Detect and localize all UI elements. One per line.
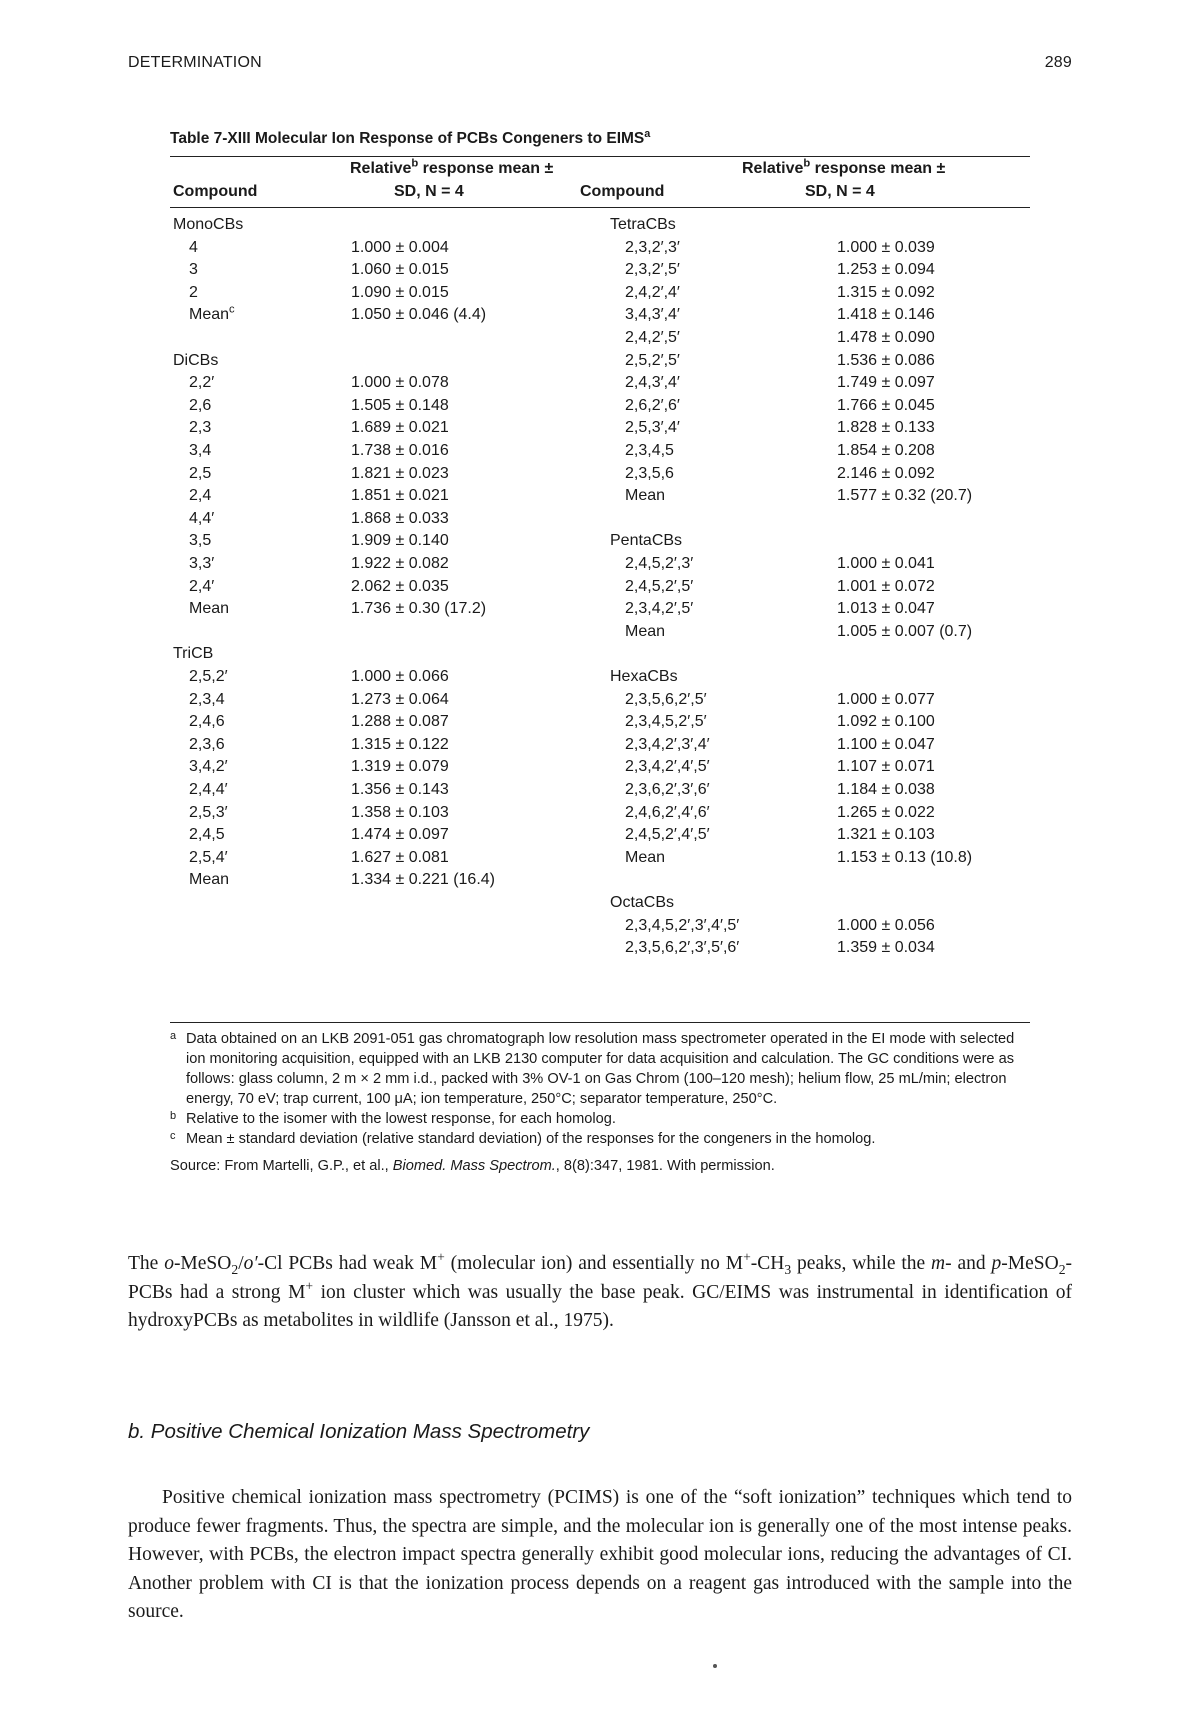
page-speck	[713, 1664, 717, 1668]
table-row-left-response: 1.922 ± 0.082	[351, 555, 449, 572]
table-row-right-compound: 2,3,6,2′,3′,6′	[625, 781, 710, 798]
table-row-right-response: 2.146 ± 0.092	[837, 464, 935, 482]
table-row-right-response: 1.418 ± 0.146	[837, 306, 935, 324]
table-row-left-compound: 2,5,2′	[189, 668, 228, 685]
table-row-left-response: 1.689 ± 0.021	[351, 419, 449, 437]
table-body	[170, 208, 1030, 1022]
table-row-right-compound: 2,3,4,2′,5′	[625, 600, 694, 618]
table-row-left-compound: 2,4′	[189, 577, 215, 595]
table-row-right-compound: 3,4,3′,4′	[625, 306, 680, 324]
table-row-left-compound: 2,3	[189, 419, 212, 437]
table-row-left-compound: 2,4,5	[189, 826, 225, 844]
table-row-left-response: 1.505 ± 0.148	[351, 396, 449, 414]
table-row-left-response: 1.851 ± 0.021	[351, 487, 449, 505]
table-block	[170, 127, 1030, 1174]
table-row-left-compound: 2,2′	[189, 374, 215, 392]
table-row-left-response: 1.000 ± 0.066	[351, 668, 449, 685]
col-header-response-right: Relative$^b$ response mean ±	[742, 157, 946, 177]
table-row-right-response: 1.005 ± 0.007 (0.7)	[837, 622, 973, 640]
table-row-left-response: 1.060 ± 0.015	[351, 261, 449, 279]
table-row-left-response: 1.000 ± 0.004	[351, 238, 449, 256]
footnote-a: a Data obtained on an LKB 2091-051 gas chromatograph low resolution mass spectrometer operated in the EI mode with selected ion monitoring acquisition, equipped with an LKB 2130 computer for data acquisition and calculation. The GC conditions were as follows: glass column, 2 m × 2 mm i.d., packed with 3% OV-1 on Gas Chrom (100–120 mesh); helium flow, 25 mL/min; electron energy, 70 eV; trap current, 100 μA; ion temperature, 250°C; separator temperature, 250°C.	[170, 1030, 1015, 1107]
paragraph-ms-peaks: The o-MeSO$_2$/o′-Cl PCBs had weak M+ (molecular ion) and essentially no $M^+-CH_3$ peaks, while the m- and p-MeSO$_2$-PCBs had a strong M+ ion cluster which was usually the base peak. GC/EIMS was instrumental in identification of hydroxyPCBs as metabolites in wildlife (Jansson et al., 1975).	[128, 1249, 1073, 1331]
table-row-right-compound: 2,3,2′,3′	[625, 238, 680, 256]
table-row-right-compound: 2,3,4,5	[625, 442, 674, 459]
running-header	[128, 54, 1072, 76]
table-title: Table 7-XIII Molecular Ion Response of PCBs Congeners to EIMS$^a$	[170, 127, 651, 147]
table-row-left-response: 1.356 ± 0.143	[351, 781, 449, 798]
table-row-left-response: 1.736 ± 0.30 (17.2)	[351, 600, 487, 618]
table-row-right-response: 1.253 ± 0.094	[837, 261, 935, 279]
table-row-right-compound: 2,5,2′,5′	[625, 351, 680, 369]
table-row-right-response: 1.265 ± 0.022	[837, 803, 935, 821]
table-header	[170, 157, 1030, 207]
col-header-response-right-line2: SD, N = 4	[805, 183, 875, 200]
table-row-right-compound: 2,4,5,2′,4′,5′	[625, 826, 710, 844]
table-row-left-compound: 2,5,3′	[189, 803, 228, 821]
table-row-left-compound: Mean$^c$	[189, 304, 235, 324]
table-row-right-response: 1.828 ± 0.133	[837, 419, 935, 437]
table-row-left-compound: 3,4,2′	[189, 758, 228, 776]
table-footnotes	[170, 1029, 1030, 1149]
table-row-left-response: 1.868 ± 0.033	[351, 509, 449, 527]
page-number: 289	[1044, 54, 1072, 71]
table-row-left-compound: 4,4′	[189, 509, 215, 527]
table-row-left-compound: TriCB	[173, 645, 214, 663]
table-row-right-compound: 2,3,5,6,2′,5′	[625, 690, 707, 708]
footnote-mark-c: c	[229, 304, 235, 317]
table-row-right-compound: TetraCBs	[610, 216, 676, 233]
col-header-response-left-line2: SD, N = 4	[394, 183, 464, 200]
section-heading: b. Positive Chemical Ionization Mass Spectrometry	[128, 1420, 590, 1443]
table-row-left-response: 1.738 ± 0.016	[351, 442, 449, 459]
table-row-right-response: 1.000 ± 0.041	[837, 555, 935, 572]
table-row-right-compound: 2,3,5,6,2′,3′,5′,6′	[625, 939, 740, 957]
table-row-right-compound: 2,3,4,2′,4′,5′	[625, 758, 710, 776]
table-row-right-compound: PentaCBs	[610, 532, 683, 550]
table-row-right-response: 1.359 ± 0.034	[837, 939, 935, 957]
table-row-right-compound: 2,3,4,5,2′,3′,4′,5′	[625, 916, 740, 934]
table-row-right-compound: Mean	[625, 487, 666, 505]
table-row-right-compound: 2,4,5,2′,5′	[625, 577, 694, 595]
footnote-b: b Relative to the isomer with the lowest response, for each homolog.	[170, 1110, 616, 1127]
table-row-right-response: 1.000 ± 0.077	[837, 690, 935, 708]
table-row-right-response: 1.321 ± 0.103	[837, 826, 935, 844]
table-row-left-compound: DiCBs	[173, 351, 219, 369]
table-row-right-response: 1.153 ± 0.13 (10.8)	[837, 848, 973, 866]
table-row-left-compound: 2	[189, 283, 198, 301]
table-row-right-compound: Mean	[625, 622, 666, 640]
table-row-right-compound: 2,3,4,2′,3′,4′	[625, 735, 710, 753]
table-row-right-response: 1.100 ± 0.047	[837, 735, 935, 753]
table-row-right-compound: 2,4,2′,5′	[625, 329, 680, 346]
table-row-left-response: 1.474 ± 0.097	[351, 826, 449, 844]
table-row-left-compound: 2,4,6	[189, 713, 225, 731]
table-row-left-compound: 3,5	[189, 532, 212, 550]
table-row-right-response: 1.000 ± 0.039	[837, 238, 935, 256]
table-row-right-response: 1.000 ± 0.056	[837, 916, 935, 934]
table-row-left-compound: 3	[189, 261, 198, 279]
table-row-right-response: 1.766 ± 0.045	[837, 396, 935, 414]
table-row-left-compound: Mean	[189, 600, 230, 618]
col-header-response-left: Relative$^b$ response mean ±	[350, 157, 554, 177]
table-row-left-response: 1.090 ± 0.015	[351, 283, 449, 301]
table-row-right-compound: 2,4,3′,4′	[625, 374, 680, 392]
table-row-right-response: 1.749 ± 0.097	[837, 374, 935, 392]
table-row-right-compound: 2,4,5,2′,3′	[625, 555, 694, 572]
table-row-left-compound: 2,4,4′	[189, 781, 228, 798]
table-row-right-response: 1.577 ± 0.32 (20.7)	[837, 487, 973, 505]
table-row-right-response: 1.536 ± 0.086	[837, 351, 935, 369]
table-row-left-response: 2.062 ± 0.035	[351, 577, 449, 595]
table-row-right-compound: Mean	[625, 848, 666, 866]
running-header-title: DETERMINATION	[128, 54, 262, 71]
paragraph-pcims: Positive chemical ionization mass spectrometry (PCIMS) is one of the “soft ionization” techniques which tend to produce fewer fragments. Thus, the spectra are simple, and the molecular ion is generally one of the most intense peaks. However, with PCBs, the electron impact spectra generally exhibit good molecular ions, reducing the advantages of CI. Another problem with CI is that the ionization process depends on a reagent gas introduced with the sample into the source.	[128, 1487, 1072, 1622]
table-row-left-response: 1.000 ± 0.078	[351, 374, 449, 392]
table-row-left-compound: 3,4	[189, 442, 212, 459]
table-row-left-compound: MonoCBs	[173, 216, 244, 233]
table-row-left-response: 1.315 ± 0.122	[351, 735, 449, 753]
table-row-right-compound: 2,3,2′,5′	[625, 261, 680, 279]
table-source: Source: From Martelli, G.P., et al., Biomed. Mass Spectrom., 8(8):347, 1981. With permission.	[170, 1158, 775, 1174]
table-row-left-compound: 2,5,4′	[189, 848, 228, 866]
table-row-right-compound: 2,4,2′,4′	[625, 283, 680, 301]
table-row-right-response: 1.478 ± 0.090	[837, 329, 935, 346]
table-row-left-compound: 4	[189, 238, 198, 256]
col-header-compound-right: Compound	[580, 183, 665, 200]
footnote-c: c Mean ± standard deviation (relative standard deviation) of the responses for the congeners in the homolog.	[170, 1130, 876, 1147]
table-row-left-response: 1.319 ± 0.079	[351, 758, 449, 776]
table-row-left-response: 1.358 ± 0.103	[351, 803, 449, 821]
table-row-left-response: 1.909 ± 0.140	[351, 532, 449, 550]
table-row-right-compound: 2,6,2′,6′	[625, 396, 680, 414]
table-row-right-compound: HexaCBs	[610, 668, 678, 685]
table-row-left-compound: Mean	[189, 871, 230, 889]
table-row-right-compound: 2,3,4,5,2′,5′	[625, 713, 707, 731]
table-row-left-compound: 2,4	[189, 487, 212, 505]
table-row-left-compound: 2,3,4	[189, 690, 225, 708]
table-row-left-compound: 2,5	[189, 464, 212, 482]
table-row-right-response: 1.001 ± 0.072	[837, 577, 935, 595]
table-bottom-rule	[170, 1022, 1030, 1023]
footnote-mark-a: a	[644, 127, 651, 140]
table-row-right-response: 1.107 ± 0.071	[837, 758, 935, 776]
table-row-left-response: 1.627 ± 0.081	[351, 848, 449, 866]
table-row-left-compound: 2,3,6	[189, 735, 225, 753]
table-row-right-response: 1.315 ± 0.092	[837, 283, 935, 301]
table-row-left-compound: 2,6	[189, 396, 212, 414]
table-row-right-compound: 2,5,3′,4′	[625, 419, 680, 437]
table-row-right-response: 1.092 ± 0.100	[837, 713, 935, 731]
table-row-left-response: 1.821 ± 0.023	[351, 464, 449, 482]
table-row-right-compound: 2,3,5,6	[625, 464, 674, 482]
table-row-right-response: 1.184 ± 0.038	[837, 781, 935, 798]
table-row-left-compound: 3,3′	[189, 555, 215, 572]
table-row-left-response: 1.334 ± 0.221 (16.4)	[351, 871, 495, 889]
table-row-right-compound: 2,4,6,2′,4′,6′	[625, 803, 710, 821]
table-row-left-response: 1.050 ± 0.046 (4.4)	[351, 306, 487, 324]
table-row-right-response: 1.013 ± 0.047	[837, 600, 935, 618]
table-row-left-response: 1.273 ± 0.064	[351, 690, 449, 708]
table-row-left-response: 1.288 ± 0.087	[351, 713, 449, 731]
table-row-right-compound: OctaCBs	[610, 894, 675, 911]
table-row-right-response: 1.854 ± 0.208	[837, 442, 935, 459]
col-header-compound-left: Compound	[173, 183, 258, 200]
